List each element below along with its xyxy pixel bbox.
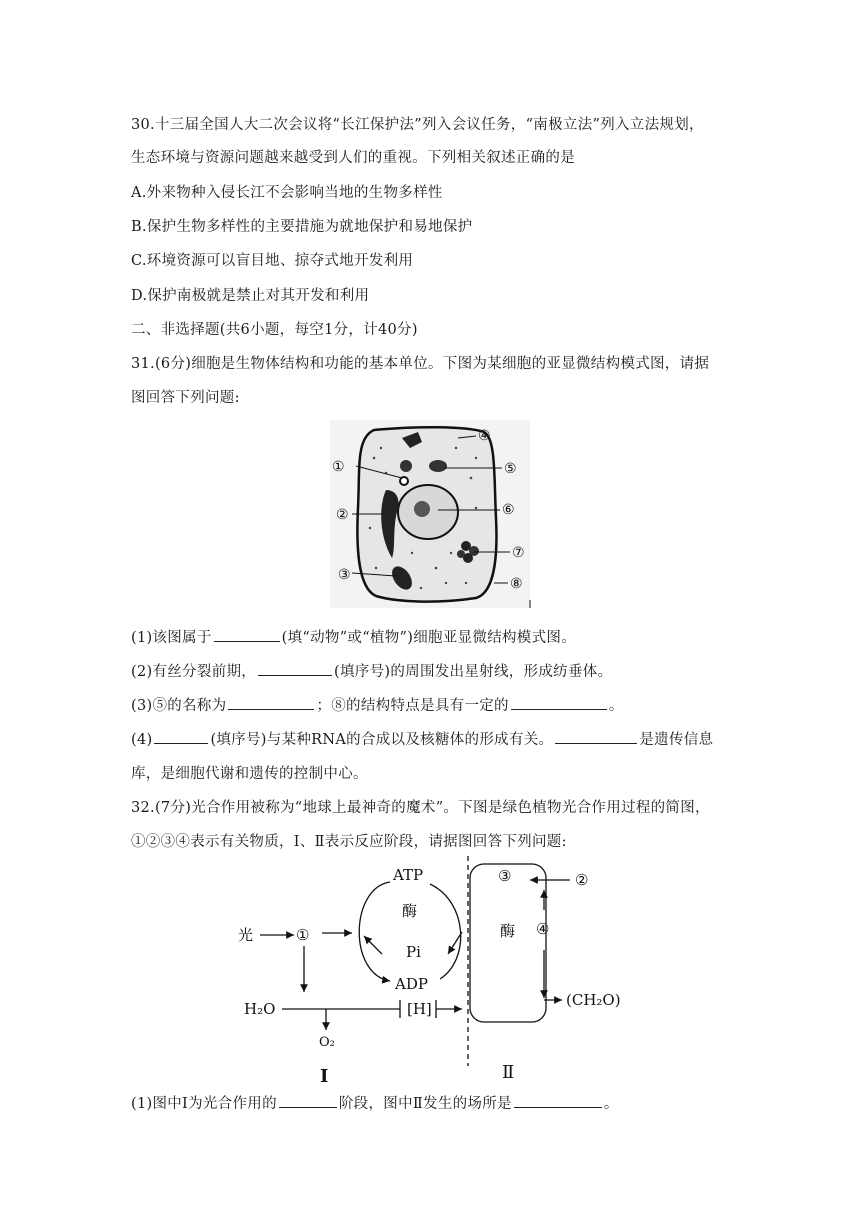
h-label: [H] — [407, 1000, 432, 1018]
q30-stem-line1: 30.十三届全国人大二次会议将“长江保护法”列入会议任务，“南极立法”列入立法规划， — [131, 117, 704, 133]
substance-2-label: ② — [575, 871, 589, 889]
answer-blank[interactable] — [228, 695, 314, 710]
enzyme-label-1: 酶 — [402, 902, 418, 920]
light-label: 光 — [238, 926, 254, 944]
substance-1-label: ① — [296, 926, 310, 944]
q30-stem-line2: 生态环境与资源问题越来越受到人们的重视。下列相关叙述正确的是 — [131, 150, 575, 166]
q31-part1: (1)该图属于 (填“动物”或“植物”)细胞亚显微结构模式图。 — [131, 626, 576, 647]
cell-label-2: ② — [336, 507, 349, 523]
photosynthesis-diagram — [230, 856, 640, 1086]
atp-label: ATP — [393, 866, 424, 884]
q31-part4-cont: 库，是细胞代谢和遗传的控制中心。 — [131, 766, 368, 782]
q30-option-a: A.外来物种入侵长江不会影响当地的生物多样性 — [131, 185, 443, 201]
nucleolus — [414, 501, 430, 517]
answer-blank[interactable] — [279, 1093, 337, 1108]
q30-option-b: B.保护生物多样性的主要措施为就地保护和易地保护 — [131, 219, 473, 235]
q32-part1: (1)图中Ⅰ为光合作用的 阶段，图中Ⅱ发生的场所是 。 — [131, 1092, 619, 1113]
q31-part2: (2)有丝分裂前期， (填序号)的周围发出星射线，形成纺垂体。 — [131, 660, 612, 681]
answer-blank[interactable] — [511, 695, 607, 710]
enzyme-label-2: 酶 — [500, 922, 516, 940]
ch2o-label: (CH₂O) — [566, 991, 621, 1009]
q31-stem-line1: 31.(6分)细胞是生物体结构和功能的基本单位。下图为某细胞的亚显微结构模式图，请据 — [131, 356, 710, 372]
cell-label-7: ⑦ — [512, 545, 525, 561]
answer-blank[interactable] — [555, 729, 637, 744]
q32-stem-line1: 32.(7分)光合作用被称为“地球上最神奇的魔术”。下图是绿色植物光合作用过程的简图， — [131, 800, 710, 816]
cell-label-3: ③ — [338, 567, 351, 583]
cell-diagram — [326, 418, 536, 613]
q31-part3: (3)⑤的名称为 ；⑧的结构特点是具有一定的 。 — [131, 694, 624, 715]
section-2-heading: 二、非选择题(共6小题，每空1分，计40分) — [131, 322, 418, 338]
cell-label-1: ① — [332, 459, 345, 475]
q31-part4: (4) (填序号)与某种RNA的合成以及核糖体的形成有关。 是遗传信息 — [131, 728, 713, 749]
q31-stem-line2: 图回答下列问题: — [131, 390, 240, 406]
stage-2-label: Ⅱ — [502, 1062, 515, 1083]
cell-label-5: ⑤ — [504, 461, 517, 477]
q30-option-c: C.环境资源可以盲目地、掠夺式地开发利用 — [131, 253, 414, 269]
answer-blank[interactable] — [514, 1093, 602, 1108]
substance-3-label: ③ — [498, 867, 512, 885]
cell-label-6: ⑥ — [502, 502, 515, 518]
answer-blank[interactable] — [154, 729, 208, 744]
o2-label: O₂ — [319, 1035, 335, 1050]
cell-label-8: ⑧ — [510, 576, 523, 592]
q30-option-d: D.保护南极就是禁止对其开发和利用 — [131, 288, 370, 304]
substance-4-label: ④ — [536, 920, 550, 938]
stage-1-label: Ⅰ — [320, 1066, 329, 1086]
adp-label: ADP — [395, 975, 428, 993]
pi-label: Pi — [406, 943, 421, 961]
answer-blank[interactable] — [258, 661, 332, 676]
q32-stem-line2: ①②③④表示有关物质，Ⅰ、Ⅱ表示反应阶段，请据图回答下列问题: — [131, 834, 567, 850]
h2o-label: H₂O — [244, 1000, 276, 1018]
cell-label-4: ④ — [478, 428, 491, 444]
answer-blank[interactable] — [214, 627, 280, 642]
